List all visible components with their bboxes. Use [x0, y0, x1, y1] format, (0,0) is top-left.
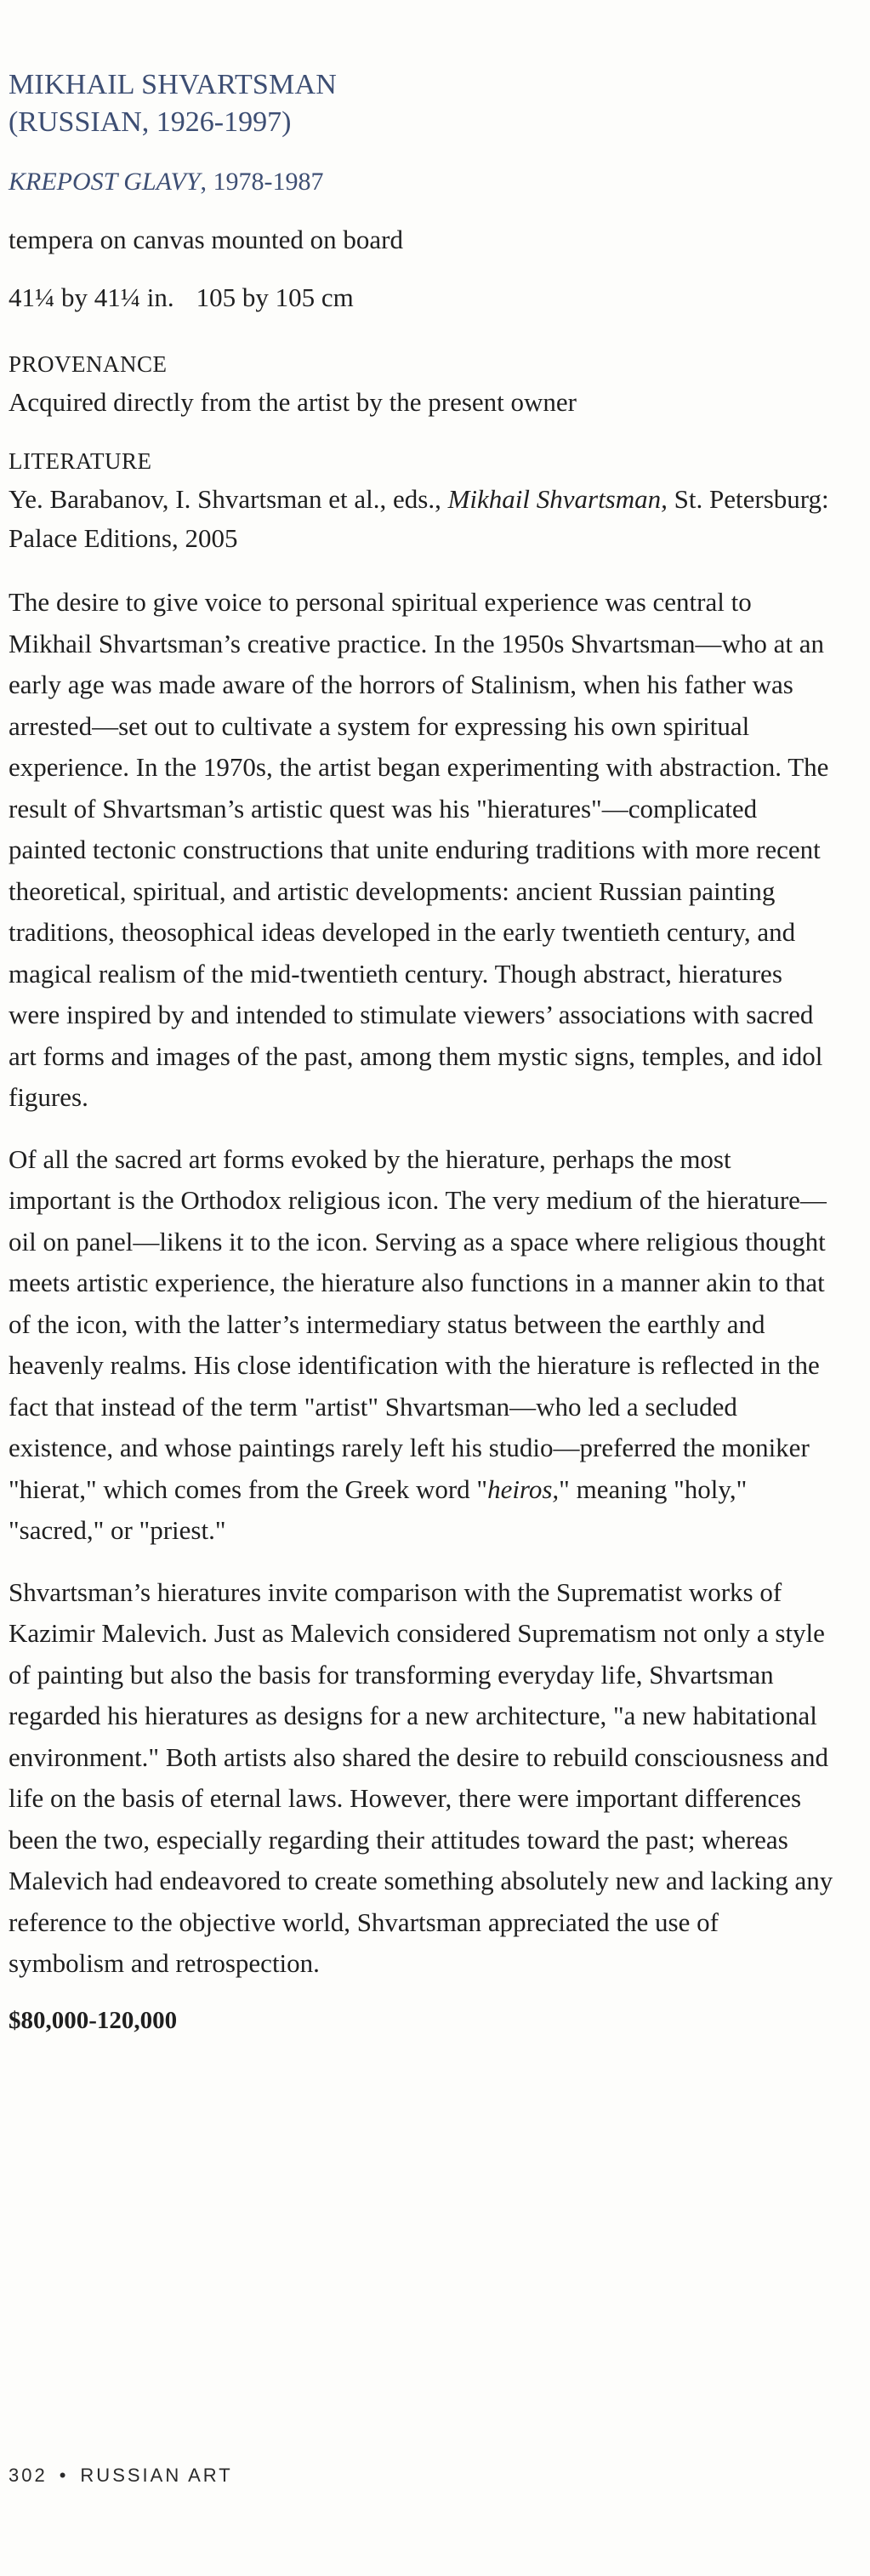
dimensions [9, 281, 833, 315]
dimensions-inches: 41¼ by 41¼ in. [9, 282, 174, 312]
estimate: $80,000-120,000 [9, 2006, 178, 2034]
literature-publisher: St. Petersburg: Palace Editions, 2005 [9, 484, 829, 553]
page-footer [9, 2465, 233, 2487]
essay-paragraph-3: Shvartsman’s hieratures invite comparison with the Suprematist works of Kazimir Malevich. Just as Malevich considered Suprematism not only a style of painting but also the basis for transforming everyday life, Shvartsman regarded his hieratures as designs for a new architecture, "a new habitational environment." Both artists also shared the desire to rebuild consciousness and life on the basis of eternal laws. However, there were important differences been the two, especially regarding their attitudes toward the past; whereas Malevich had endeavored to create something absolutely new and lacking any reference to the objective world, Shvartsman appreciated the use of symbolism and retrospection. [9, 1576, 833, 1978]
essay-paragraph-1: The desire to give voice to personal spiritual experience was central to Mikhail Shvartsman’s creative practice. In the 1950s Shvartsman—who at an early age was made aware of the horrors of Stalinism, when his father was arrested—set out to cultivate a system for expressing his own spiritual experience. In the 1970s, the artist began experimenting with abstraction. The result of Shvartsman’s artistic quest was his "hieratures"—complicated painted tectonic constructions that unite enduring traditions with more recent theoretical, spiritual, and artistic developments: ancient Russian painting traditions, theosophical ideas developed in the early twentieth century, and magical realism of the mid-twentieth century. Though abstract, hieratures were inspired by and intended to stimulate viewers’ associations with sacred art forms and images of the past, among them mystic signs, temples, and idol figures. [9, 587, 829, 1112]
provenance-text: Acquired directly from the artist by the present owner [9, 387, 577, 417]
lot-entry [9, 66, 833, 2037]
bullet-separator: • [59, 2465, 69, 2486]
literature-text [9, 480, 833, 558]
greek-word: heiros, [487, 1473, 560, 1504]
medium: tempera on canvas mounted on board [9, 225, 403, 254]
essay-paragraph-2-end: " meaning "holy," "sacred," or "priest." [9, 1473, 748, 1545]
work-dates: , 1978-1987 [200, 168, 324, 196]
page-number: 302 [9, 2465, 48, 2486]
literature-book-title: Mikhail Shvartsman, [447, 484, 668, 514]
literature-heading: LITERATURE [9, 448, 152, 474]
work-title: KREPOST GLAVY [9, 168, 201, 196]
section-name: RUSSIAN ART [80, 2465, 233, 2486]
artist-name: MIKHAIL SHVARTSMAN [9, 69, 337, 100]
essay-paragraph-2 [9, 1139, 833, 1552]
artist-nationality: (RUSSIAN, 1926-1997) [9, 106, 292, 138]
essay-paragraph-2-text: Of all the sacred art forms evoked by the hierature, perhaps the most important is the Orthodox religious icon. The very medium of the hierature—oil on panel—likens it to the icon. Serving as a space where religious thought meets artistic experience, the hierature also functions in a manner akin to that of the icon, with the latter’s intermediary status between the earthly and heavenly realms. His close identification with the hierature is reflected in the fact that instead of the term "artist" Shvartsman—who led a secluded existence, and whose paintings rarely left his studio—preferred the moniker "hierat," which comes from the Greek word " [9, 1143, 827, 1504]
dimensions-cm: 105 by 105 cm [196, 282, 354, 312]
provenance-heading: PROVENANCE [9, 351, 168, 377]
work-title-line [9, 165, 833, 199]
literature-authors: Ye. Barabanov, I. Shvartsman et al., eds., [9, 484, 448, 514]
